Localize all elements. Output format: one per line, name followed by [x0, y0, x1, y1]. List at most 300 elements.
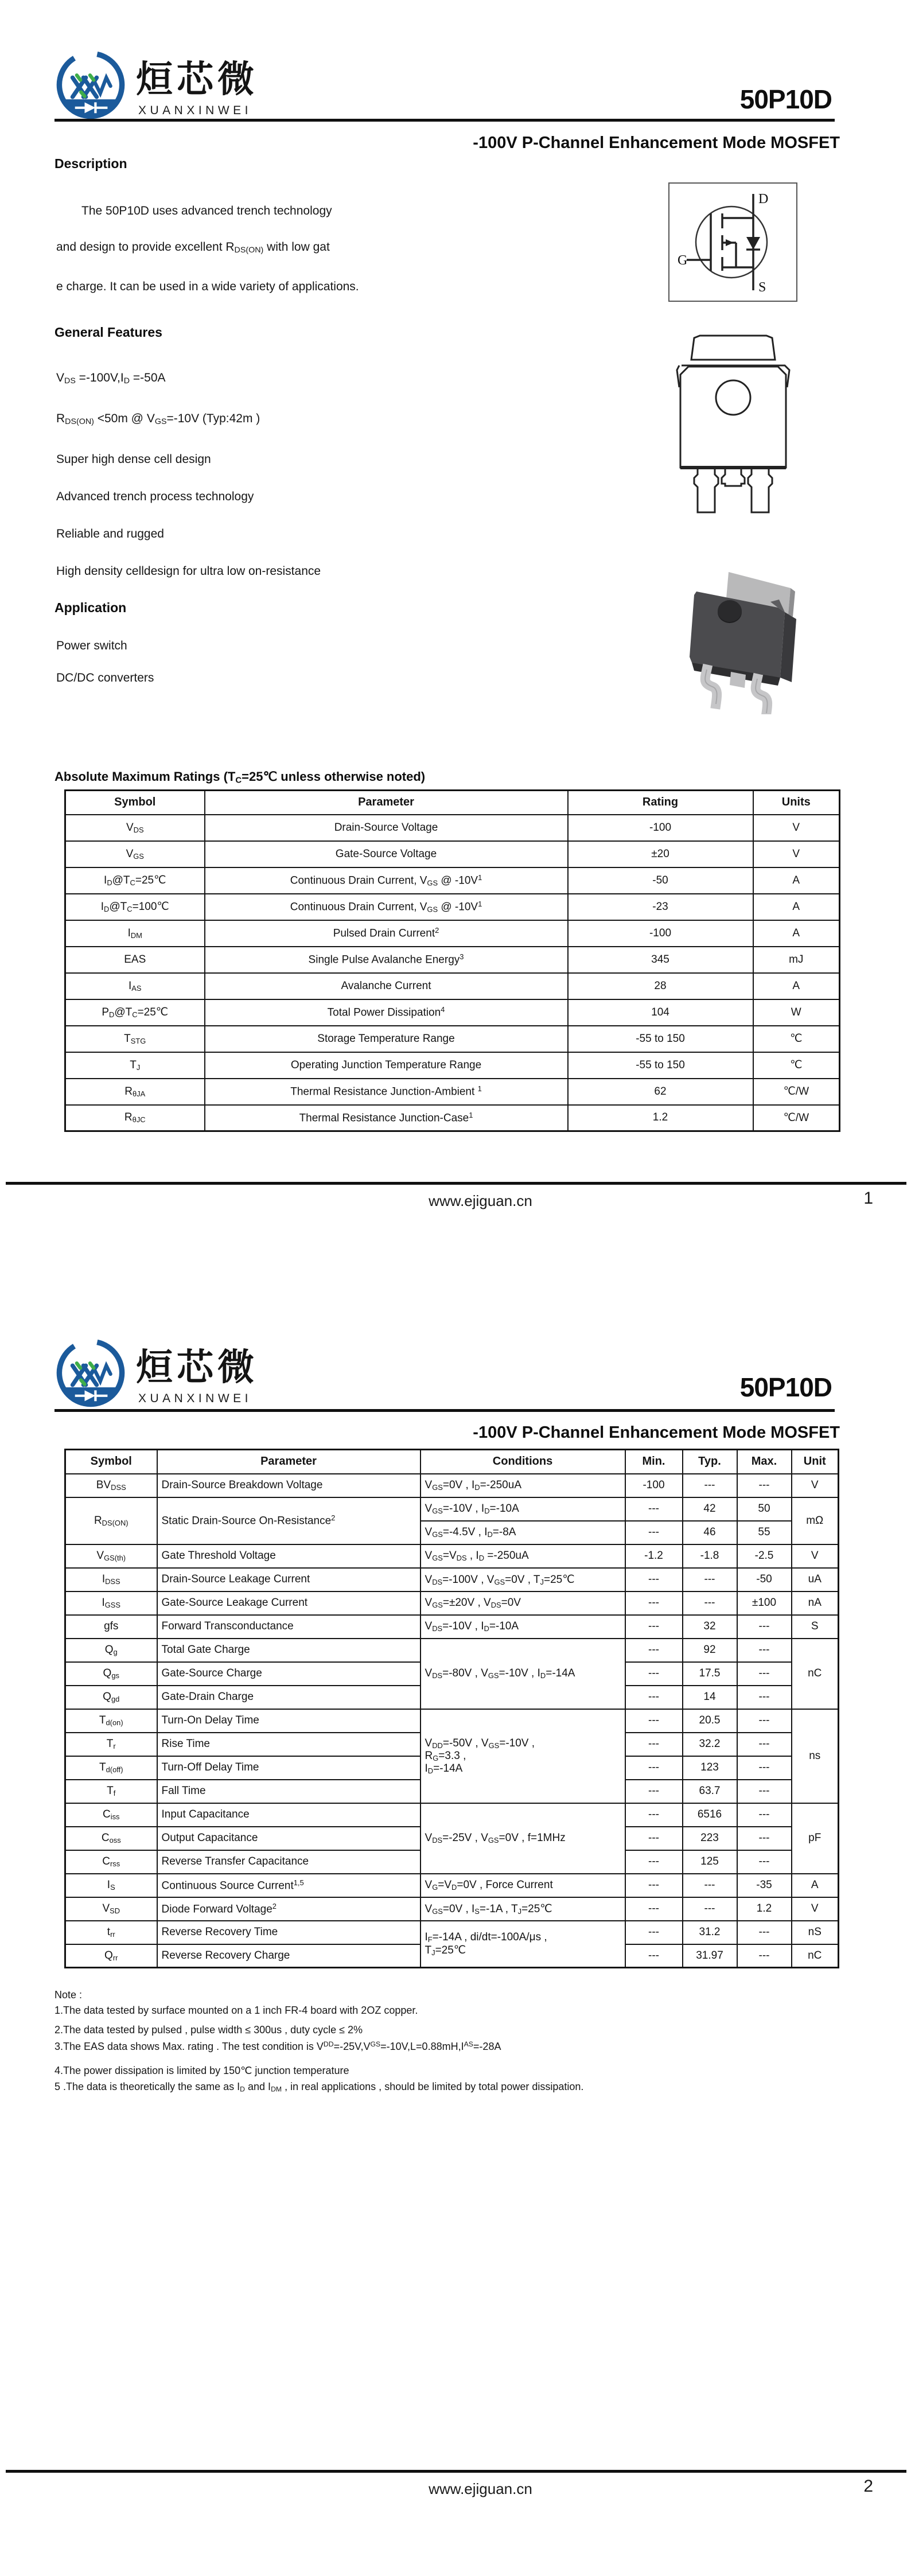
table-cell: ---: [625, 1568, 683, 1591]
table-cell: ---: [683, 1591, 737, 1615]
footer-website-link[interactable]: www.ejiguan.cn: [429, 1192, 532, 1209]
subscript: S: [474, 1906, 480, 1916]
general-features-heading: General Features: [54, 325, 162, 340]
table-cell: -100: [625, 1474, 683, 1497]
table-cell: Pulsed Drain Current$^2$: [205, 920, 568, 947]
table-cell: A: [792, 1874, 839, 1897]
subscript: D: [474, 1482, 480, 1492]
subscript: GS: [488, 1741, 500, 1750]
table-cell: ℃/W: [753, 1079, 840, 1105]
subscript: DSS: [111, 1482, 126, 1492]
note-item-1: 1.The data tested by surface mounted on a 1 inch FR-4 board with 2OZ copper.: [54, 2005, 418, 2016]
table-row: [65, 1921, 839, 1944]
subscript: D: [107, 878, 112, 887]
subscript: D: [104, 904, 110, 913]
table-cell: ---: [737, 1615, 792, 1639]
subscript: GS: [432, 1553, 443, 1562]
table-cell: ---: [625, 1709, 683, 1733]
subscript: DS(ON): [65, 417, 94, 427]
subscript: DS: [490, 1600, 501, 1609]
table-row: [65, 1544, 839, 1568]
table-cell: VGS=0V , IS=-1A , TJ=25℃: [421, 1897, 625, 1921]
table-cell: V: [753, 841, 840, 867]
table-cell: Continuous Drain Current, VGS @ $-10V^1$: [205, 867, 568, 894]
note-item-3: 3.The EAS data shows Max. rating . The test condition is $V^{DD}=-25V,V^{GS}=-10V,L=0.88mH,I^{AS}=-28A$: [54, 2040, 501, 2053]
table-cell: Operating Junction Temperature Range: [205, 1052, 568, 1079]
table-cell: Reverse Transfer Capacitance: [157, 1850, 421, 1874]
subscript: d(off): [106, 1765, 123, 1774]
table-cell: Ciss: [65, 1803, 157, 1827]
table-header-row: [65, 791, 840, 815]
subscript: J: [136, 1063, 141, 1072]
brand-logo: [54, 1337, 295, 1414]
table-cell: BVDSS: [65, 1474, 157, 1497]
table-cell: 1.2: [568, 1105, 753, 1131]
table-cell: Reverse Recovery Charge: [157, 1944, 421, 1968]
table-cell: RθJA: [65, 1079, 205, 1105]
table-row: [65, 1803, 839, 1827]
table-cell: -1.8: [683, 1544, 737, 1568]
table-cell: Forward Transconductance: [157, 1615, 421, 1639]
subscript: gd: [111, 1694, 120, 1703]
table-cell: ID@TC=25℃: [65, 867, 205, 894]
feature-item: Reliable and rugged: [56, 527, 164, 541]
table-cell: VDS: [65, 815, 205, 841]
table-cell: Qrr: [65, 1944, 157, 1968]
document-subtitle: -100V P-Channel Enhancement Mode MOSFET: [473, 1423, 840, 1442]
table-cell: V: [792, 1544, 839, 1568]
footer-divider: [6, 1182, 906, 1185]
table-cell: 125: [683, 1850, 737, 1874]
feature-item: VDS =-100V,ID =-50A: [56, 371, 166, 386]
table-row: [65, 867, 840, 894]
brand-name-english: XUANXINWEI: [138, 104, 252, 117]
table-cell: ---: [625, 1686, 683, 1709]
notes-label: Note :: [54, 1989, 83, 2001]
table-cell: nC: [792, 1944, 839, 1968]
table-row: [65, 1639, 839, 1662]
table-cell: Avalanche Current: [205, 973, 568, 999]
table-cell: Gate-Source Charge: [157, 1662, 421, 1686]
mosfet-symbol-diagram: [669, 184, 796, 301]
table-cell: VDS=-100V , VGS=0V , TJ=25℃: [421, 1568, 625, 1591]
table-row: [65, 1105, 840, 1131]
superscript: 1: [478, 900, 482, 909]
table-cell: uA: [792, 1568, 839, 1591]
table-cell: VGS=-10V , ID=-10A: [421, 1497, 625, 1521]
subscript: D: [451, 1882, 457, 1892]
table-cell: Thermal Resistance Junction-Case$^1$: [205, 1105, 568, 1131]
table-cell: mΩ: [792, 1497, 839, 1544]
table-cell: 62: [568, 1079, 753, 1105]
table-cell: ---: [625, 1897, 683, 1921]
table-cell: ---: [737, 1474, 792, 1497]
table-cell: Crss: [65, 1850, 157, 1874]
note-item-2: 2.The data tested by pulsed , pulse width ≤ 300us , duty cycle ≤ 2%: [54, 2024, 363, 2036]
application-item: Power switch: [56, 639, 127, 652]
column-header: Unit: [792, 1450, 839, 1474]
table-cell: ---: [625, 1662, 683, 1686]
table-cell: -1.2: [625, 1544, 683, 1568]
subscript: d(on): [106, 1718, 123, 1727]
table-row: [65, 1497, 839, 1521]
subscript: J: [431, 1948, 435, 1957]
table-cell: VGS=VDS , ID =-250uA: [421, 1544, 625, 1568]
note-item-5: 5 .The data is theoretically the same as ID and IDM , in real applications , should be limited by total power dissipation.: [54, 2081, 584, 2094]
table-cell: VGS(th): [65, 1544, 157, 1568]
table-cell: ---: [683, 1874, 737, 1897]
table-cell: 223: [683, 1827, 737, 1850]
table-row: [65, 973, 840, 999]
superscript: 2: [331, 1513, 336, 1523]
subscript: D: [427, 1766, 434, 1775]
table-cell: ns: [792, 1709, 839, 1803]
document-subtitle: -100V P-Channel Enhancement Mode MOSFET: [473, 134, 840, 152]
table-cell: ---: [625, 1639, 683, 1662]
subscript: D: [484, 1624, 489, 1633]
subscript: θJC: [132, 1115, 146, 1124]
table-cell: Reverse Recovery Time: [157, 1921, 421, 1944]
table-cell: mJ: [753, 947, 840, 973]
page-number: 1: [863, 1189, 873, 1208]
table-cell: Qgs: [65, 1662, 157, 1686]
description-line: and design to provide excellent RDS(ON) with low gat: [56, 240, 330, 255]
subscript: C: [132, 1010, 138, 1019]
table-row: [65, 1079, 840, 1105]
column-header: Rating: [568, 791, 753, 815]
subscript: G: [433, 1753, 439, 1762]
table-cell: 20.5: [683, 1709, 737, 1733]
table-cell: ---: [737, 1709, 792, 1733]
application-item: DC/DC converters: [56, 671, 154, 684]
subscript: f: [113, 1788, 116, 1797]
table-cell: ℃: [753, 1026, 840, 1052]
table-cell: Continuous Drain Current, VGS @ $-10V^1$: [205, 894, 568, 920]
table-cell: 46: [683, 1521, 737, 1544]
superscript: 1: [478, 873, 482, 882]
subscript: DS(ON): [102, 1518, 129, 1527]
electrical-characteristics-table: [64, 1449, 839, 1968]
subscript: θJA: [132, 1089, 146, 1098]
description-line: e charge. It can be used in a wide variety of applications.: [56, 280, 359, 294]
subscript: GS: [427, 878, 438, 888]
table-cell: A: [753, 973, 840, 999]
column-header: Min.: [625, 1450, 683, 1474]
table-cell: Drain-Source Breakdown Voltage: [157, 1474, 421, 1497]
table-cell: ---: [737, 1733, 792, 1756]
subscript: F: [427, 1935, 433, 1944]
table-cell: PD@TC=25℃: [65, 999, 205, 1026]
application-list: [56, 630, 154, 694]
table-cell: 28: [568, 973, 753, 999]
table-cell: ---: [737, 1827, 792, 1850]
subscript: DS: [133, 825, 144, 834]
table-cell: 31.97: [683, 1944, 737, 1968]
table-cell: EAS: [65, 947, 205, 973]
table-cell: Total Gate Charge: [157, 1639, 421, 1662]
subscript: oss: [109, 1835, 121, 1845]
part-number-title: 50P10D: [739, 1372, 832, 1402]
table-row: [65, 1874, 839, 1897]
table-cell: 92: [683, 1639, 737, 1662]
table-cell: 123: [683, 1756, 737, 1780]
subscript: rr: [110, 1929, 115, 1939]
brand-logo-icon: [54, 1338, 127, 1410]
table-cell: IDSS: [65, 1568, 157, 1591]
subscript: S: [110, 1882, 115, 1892]
table-row: [65, 1052, 840, 1079]
table-cell: A: [753, 867, 840, 894]
table-cell: 55: [737, 1521, 792, 1544]
table-cell: ---: [625, 1944, 683, 1968]
table-row: [65, 841, 840, 867]
table-cell: ID@TC=100℃: [65, 894, 205, 920]
table-cell: RDS(ON): [65, 1497, 157, 1544]
subscript: C: [235, 775, 242, 785]
table-cell: Qg: [65, 1639, 157, 1662]
table-cell: W: [753, 999, 840, 1026]
table-cell: -50: [737, 1568, 792, 1591]
subscript: GS: [427, 905, 438, 914]
table-cell: IF=-14A , di/dt=-100A/μs , TJ=25℃: [421, 1921, 625, 1968]
superscript: 1: [469, 1111, 473, 1120]
table-cell: Single Pulse Avalanche Energy$^3$: [205, 947, 568, 973]
feature-item: High density celldesign for ultra low on-resistance: [56, 565, 321, 578]
table-cell: ℃: [753, 1052, 840, 1079]
subscript: D: [109, 1010, 115, 1019]
table-cell: gfs: [65, 1615, 157, 1639]
table-cell: Drain-Source Voltage: [205, 815, 568, 841]
general-features-list: [56, 359, 321, 590]
table-cell: ---: [625, 1874, 683, 1897]
header-divider: [54, 119, 835, 122]
footer-website-link[interactable]: www.ejiguan.cn: [429, 2480, 532, 2497]
table-cell: Gate-Source Voltage: [205, 841, 568, 867]
table-cell: 14: [683, 1686, 737, 1709]
subscript: GS: [494, 1577, 505, 1586]
table-cell: ---: [683, 1568, 737, 1591]
terminal-label-drain: D: [758, 192, 769, 207]
table-cell: IGSS: [65, 1591, 157, 1615]
superscript: 3: [460, 952, 464, 962]
table-cell: ---: [737, 1921, 792, 1944]
subscript: D: [540, 1671, 546, 1680]
table-cell: VDS=-80V , VGS=-10V , ID=-14A: [421, 1639, 625, 1709]
table-cell: VDS=-10V , ID=-10A: [421, 1615, 625, 1639]
subscript: GS: [432, 1482, 443, 1492]
subscript: DS: [432, 1577, 443, 1586]
table-cell: Td(off): [65, 1756, 157, 1780]
application-heading: Application: [54, 600, 127, 615]
table-cell: ---: [737, 1850, 792, 1874]
subscript: DS: [456, 1553, 467, 1562]
table-cell: ---: [683, 1474, 737, 1497]
table-cell: VGS: [65, 841, 205, 867]
table-cell: nS: [792, 1921, 839, 1944]
table-cell: TSTG: [65, 1026, 205, 1052]
subscript: C: [130, 878, 135, 887]
table-cell: IDM: [65, 920, 205, 947]
table-cell: VGS=±20V , VDS=0V: [421, 1591, 625, 1615]
table-cell: Coss: [65, 1827, 157, 1850]
brand-name-english: XUANXINWEI: [138, 1392, 252, 1405]
subscript: GS: [488, 1835, 499, 1845]
package-outline-drawing: [664, 330, 805, 519]
table-cell: nC: [792, 1639, 839, 1709]
subscript: GS: [488, 1671, 499, 1680]
table-cell: Storage Temperature Range: [205, 1026, 568, 1052]
package-3d-image: [671, 559, 820, 714]
table-cell: VGS=-4.5V , ID=-8A: [421, 1521, 625, 1544]
table-cell: ---: [683, 1897, 737, 1921]
table-cell: Gate Threshold Voltage: [157, 1544, 421, 1568]
table-cell: 31.2: [683, 1921, 737, 1944]
column-header: Parameter: [205, 791, 568, 815]
superscript: 4: [441, 1005, 445, 1014]
column-header: Symbol: [65, 1450, 157, 1474]
column-header: Units: [753, 791, 840, 815]
part-number-title: 50P10D: [739, 84, 832, 114]
table-row: [65, 1615, 839, 1639]
table-cell: ---: [625, 1591, 683, 1615]
subscript: rr: [112, 1953, 118, 1962]
table-cell: A: [753, 894, 840, 920]
note-item-4: 4.The power dissipation is limited by 150℃ junction temperature: [54, 2065, 349, 2076]
description-line: The 50P10D uses advanced trench technology: [81, 204, 332, 217]
superscript: GS: [370, 2040, 381, 2048]
brand-name-chinese: 烜芯微: [136, 59, 258, 101]
subscript: DS: [432, 1624, 443, 1633]
subscript: D: [123, 376, 130, 386]
table-cell: Continuous Source Current$^{1,5}$: [157, 1874, 421, 1897]
subscript: D: [240, 2085, 246, 2094]
brand-name-chinese: 烜芯微: [136, 1347, 258, 1389]
table-row: [65, 894, 840, 920]
table-cell: IS: [65, 1874, 157, 1897]
subscript: G: [432, 1882, 438, 1892]
brand-logo: [54, 49, 295, 126]
table-cell: ---: [737, 1803, 792, 1827]
table-cell: pF: [792, 1803, 839, 1874]
table-cell: V: [792, 1897, 839, 1921]
column-header: Symbol: [65, 791, 205, 815]
table-cell: ---: [625, 1921, 683, 1944]
table-cell: trr: [65, 1921, 157, 1944]
table-row: [65, 815, 840, 841]
table-row: [65, 999, 840, 1026]
subscript: D: [478, 1553, 485, 1562]
table-cell: ---: [737, 1944, 792, 1968]
table-cell: Fall Time: [157, 1780, 421, 1803]
subscript: C: [127, 904, 133, 913]
terminal-label-source: S: [758, 280, 766, 295]
table-cell: ---: [625, 1756, 683, 1780]
table-cell: ---: [625, 1733, 683, 1756]
table-cell: 345: [568, 947, 753, 973]
page-2: [0, 1288, 911, 2576]
table-cell: Gate-Drain Charge: [157, 1686, 421, 1709]
footer-divider: [6, 2470, 906, 2473]
table-cell: 32.2: [683, 1733, 737, 1756]
subscript: r: [113, 1741, 116, 1750]
table-cell: 50: [737, 1497, 792, 1521]
subscript: DSS: [105, 1577, 120, 1586]
subscript: D: [484, 1506, 490, 1515]
table-cell: 6516: [683, 1803, 737, 1827]
feature-item: RDS(ON) <50m @ VGS=-10V (Typ:42m ): [56, 412, 260, 427]
subscript: DS: [64, 376, 76, 386]
table-cell: 104: [568, 999, 753, 1026]
table-cell: ---: [625, 1803, 683, 1827]
table-cell: ---: [625, 1521, 683, 1544]
header-divider: [54, 1409, 835, 1412]
subscript: DS: [432, 1671, 443, 1680]
table-cell: A: [753, 920, 840, 947]
superscript: 2: [435, 926, 439, 935]
table-cell: Td(on): [65, 1709, 157, 1733]
table-cell: nA: [792, 1591, 839, 1615]
table-cell: Static Drain-Source On-Resistance$^2$: [157, 1497, 421, 1544]
table-cell: Tf: [65, 1780, 157, 1803]
absolute-maximum-ratings-table: [64, 789, 840, 1132]
table-cell: -23: [568, 894, 753, 920]
subscript: rss: [110, 1859, 120, 1868]
table-cell: VG=VD=0V , Force Current: [421, 1874, 625, 1897]
table-cell: S: [792, 1615, 839, 1639]
table-row: [65, 1897, 839, 1921]
table-cell: Output Capacitance: [157, 1827, 421, 1850]
subscript: DS(ON): [234, 246, 264, 255]
table-cell: -35: [737, 1874, 792, 1897]
table-cell: ℃/W: [753, 1105, 840, 1131]
table-cell: Diode Forward Voltage$^2$: [157, 1897, 421, 1921]
table-cell: -100: [568, 815, 753, 841]
subscript: AS: [131, 983, 142, 993]
table-row: [65, 947, 840, 973]
table-row: [65, 1026, 840, 1052]
table-cell: ---: [737, 1686, 792, 1709]
table-cell: Rise Time: [157, 1733, 421, 1756]
table-cell: 63.7: [683, 1780, 737, 1803]
table-cell: ---: [625, 1850, 683, 1874]
column-header: Parameter: [157, 1450, 421, 1474]
subscript: DS: [432, 1835, 443, 1845]
table-cell: Qgd: [65, 1686, 157, 1709]
subscript: DD: [432, 1741, 443, 1750]
superscript: 2: [272, 1901, 277, 1910]
feature-item: Super high dense cell design: [56, 453, 211, 466]
subscript: GS: [432, 1530, 443, 1539]
table-cell: VSD: [65, 1897, 157, 1921]
subscript: DM: [130, 931, 142, 940]
table-cell: -100: [568, 920, 753, 947]
table-cell: -50: [568, 867, 753, 894]
subscript: D: [487, 1530, 493, 1539]
table-cell: Thermal Resistance Junction-Ambient $^1$: [205, 1079, 568, 1105]
mosfet-symbol-figure: [668, 182, 797, 302]
table-row: [65, 1591, 839, 1615]
superscript: 1: [477, 1084, 482, 1094]
column-header: Typ.: [683, 1450, 737, 1474]
brand-logo-icon: [54, 50, 127, 122]
subscript: gs: [111, 1671, 119, 1680]
table-cell: -55 to 150: [568, 1026, 753, 1052]
description-heading: Description: [54, 156, 127, 171]
subscript: DM: [271, 2085, 282, 2094]
table-cell: 17.5: [683, 1662, 737, 1686]
subscript: g: [113, 1647, 118, 1656]
table-cell: Turn-Off Delay Time: [157, 1756, 421, 1780]
